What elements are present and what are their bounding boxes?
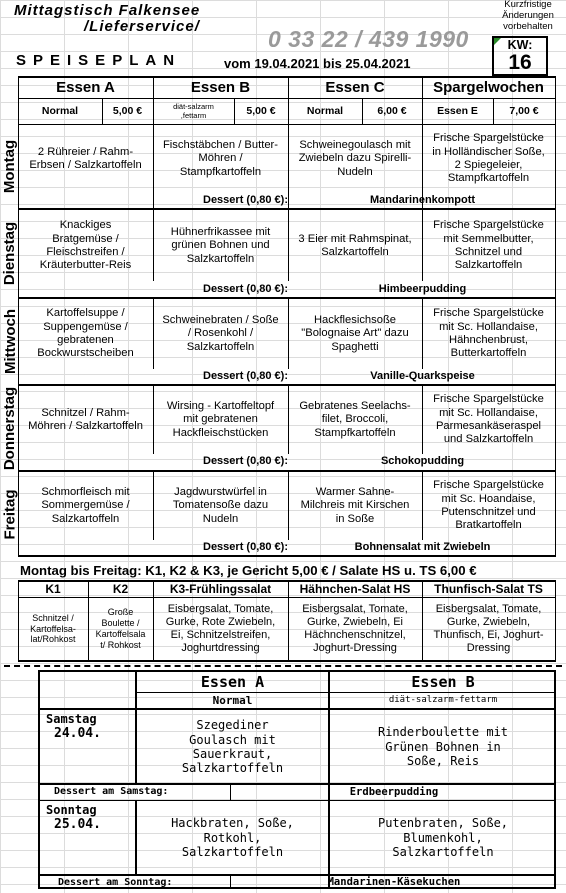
- day-label-montag: Montag: [1, 139, 19, 193]
- salad-desc-k2: Große Boulette / Kartoffelsala t/ Rohkost: [95, 607, 146, 650]
- price-c: 6,00 €: [377, 105, 407, 118]
- sub-label-c: Normal: [306, 105, 344, 118]
- sub-label-a: Normal: [41, 105, 79, 118]
- salad-name-k1: K1: [45, 582, 61, 597]
- changes-notice: Kurzfristige Änderungen vorbehalten: [502, 0, 554, 32]
- weekend-header-a: Essen A: [200, 673, 265, 691]
- column-header-b: Essen B: [190, 78, 251, 96]
- dish-dienstag-c: 3 Eier mit Rahmspinat, Salzkartoffeln: [298, 232, 412, 258]
- dish-mittwoch-b: Schweinebraten / Soße / Rosenkohl / Salzkartoffeln: [162, 313, 279, 353]
- column-header-spargel: Spargelwochen: [433, 78, 544, 96]
- dish-mittwoch-a: Kartoffelsuppe / Suppengemüse / gebratenen Bockwurstscheiben: [37, 307, 134, 360]
- dessert-mittwoch: Vanille-Quarkspeise: [370, 370, 475, 382]
- dish-donnerstag-spargel: Frische Spargelstücke mit Sc. Hollandaise, Parmesankäseraspel und Salzkartoffeln: [433, 393, 544, 446]
- weekend-header-b: Essen B: [411, 673, 475, 691]
- price-b: 5,00 €: [246, 105, 276, 118]
- kw-value: 16: [508, 51, 532, 74]
- weekend-dessert-label-samstag: Dessert am Samstag:: [54, 786, 169, 797]
- day-label-freitag: Freitag: [1, 488, 19, 540]
- dish-dienstag-a: Knackiges Bratgemüse / Fleischstreifen / Kräuterbutter-Reis: [39, 219, 132, 272]
- weekend-dish-samstag-a: Szegediner Goulasch mit Sauerkraut, Salzkartoffeln: [181, 718, 284, 776]
- day-label-mittwoch: Mittwoch: [1, 308, 19, 374]
- dessert-dienstag: Himbeerpudding: [378, 283, 467, 295]
- salad-name-k3: K3-Frühlingssalat: [169, 582, 272, 597]
- salad-desc-k3: Eisbergsalat, Tomate, Gurke, Rote Zwiebeln, Ei, Schnitzelstreifen, Joghurtdressing: [165, 602, 276, 655]
- dessert-label-montag: Dessert (0,80 €):: [203, 194, 288, 206]
- weekend-dish-sonntag-b: Putenbraten, Soße, Blumenkohl, Salzkartoffeln: [377, 816, 509, 860]
- salad-desc-hs: Eisbergsalat, Tomate, Gurke, Zwiebeln, Ei Hächnchenschnitzel, Joghurt-Dressing: [302, 602, 408, 655]
- weekend-day-samstag: Samstag: [46, 712, 97, 726]
- dish-freitag-a: Schmorfleisch mit Sommergemüse / Salzkartoffeln: [41, 485, 130, 525]
- corner-marker-icon: [494, 38, 501, 45]
- kw-label: KW:: [507, 38, 533, 52]
- dish-freitag-b: Jagdwurstwürfel in Tomatensoße dazu Nudeln: [172, 485, 269, 525]
- day-label-dienstag: Dienstag: [1, 221, 19, 285]
- weekend-dessert-samstag: Erdbeerpudding: [349, 785, 439, 798]
- dish-montag-spargel: Frische Spargelstücke in Holländischer Soße, 2 Spiegeleier, Stampfkartoffeln: [432, 132, 545, 185]
- dish-montag-c: Schweinegoulasch mit Zwiebeln dazu Spirelli- Nudeln: [298, 138, 412, 178]
- section-divider: [4, 665, 562, 667]
- dessert-montag: Mandarinenkompott: [369, 194, 476, 206]
- day-label-donnerstag: Donnerstag: [1, 386, 19, 470]
- dessert-label-donnerstag: Dessert (0,80 €):: [203, 455, 288, 467]
- weekend-sub-a: Normal: [212, 693, 253, 707]
- column-header-c: Essen C: [325, 78, 385, 96]
- column-header-a: Essen A: [56, 78, 115, 96]
- price-a: 5,00 €: [112, 105, 143, 118]
- kw-box: [492, 36, 548, 76]
- dish-mittwoch-c: Hackflesichsoße "Bolognaise Art" dazu Spaghetti: [301, 313, 409, 353]
- dessert-freitag: Bohnensalat mit Zwiebeln: [354, 541, 491, 553]
- service-subtitle: /Lieferservice/: [84, 18, 200, 35]
- salad-desc-k1: Schnitzel / Kartoffelsa- lat/Rohkost: [30, 612, 76, 645]
- weekend-day-sonntag: Sonntag: [46, 803, 97, 817]
- weekend-dessert-sonntag: Mandarinen-Käsekuchen: [327, 876, 461, 889]
- dish-donnerstag-b: Wirsing - Kartoffeltopf mit gebratenen Hackfleischstücken: [166, 399, 275, 439]
- salad-desc-ts: Eisbergsalat, Tomate, Gurke, Zwiebeln, Thunfisch, Ei, Joghurt- Dressing: [433, 602, 544, 655]
- dish-montag-a: 2 Rühreier / Rahm- Erbsen / Salzkartoffeln: [29, 145, 142, 171]
- dish-montag-b: Fischstäbchen / Butter- Möhren / Stampfkartoffeln: [162, 138, 279, 178]
- dessert-label-freitag: Dessert (0,80 €):: [203, 541, 288, 553]
- dessert-donnerstag: Schokopudding: [380, 455, 465, 467]
- sub-label-spargel: Essen E: [437, 105, 478, 118]
- weekend-sub-b: diät-salzarm-fettarm: [388, 695, 498, 706]
- dish-dienstag-spargel: Frische Spargelstücke mit Semmelbutter, Schnitzel und Salzkartoffeln: [433, 219, 544, 272]
- phone-number: 0 33 22 / 439 1990: [268, 26, 469, 52]
- dessert-label-dienstag: Dessert (0,80 €):: [203, 283, 288, 295]
- weekend-date-sonntag: 25.04.: [54, 817, 101, 832]
- weekend-dish-sonntag-a: Hackbraten, Soße, Rotkohl, Salzkartoffeln: [171, 816, 294, 860]
- plan-label: SPEISEPLAN: [16, 52, 182, 69]
- weekend-dish-samstag-b: Rinderboulette mit Grünen Bohnen in Soße, Reis: [377, 725, 509, 769]
- dessert-label-mittwoch: Dessert (0,80 €):: [203, 370, 288, 382]
- salad-name-ts: Thunfisch-Salat TS: [434, 582, 543, 597]
- dish-donnerstag-c: Gebratenes Seelachs- filet, Broccoli, Stampfkartoffeln: [299, 399, 411, 439]
- salad-name-k2: K2: [112, 582, 129, 597]
- dish-dienstag-b: Hühnerfrikassee mit grünen Bohnen und Salzkartoffeln: [170, 225, 271, 265]
- dish-freitag-spargel: Frische Spargelstücke mit Sc. Hoandaise, Putenschnitzel und Bratkartoffeln: [433, 479, 544, 532]
- price-spargel: 7,00 €: [509, 105, 539, 118]
- sub-label-b: diät-salzarm ,fettarm: [173, 102, 214, 120]
- restaurant-title: Mittagstisch Falkensee: [14, 2, 201, 19]
- dish-donnerstag-a: Schnitzel / Rahm- Möhren / Salzkartoffeln: [28, 406, 143, 432]
- salads-title: Montag bis Freitag: K1, K2 & K3, je Gericht 5,00 € / Salate HS u. TS 6,00 €: [20, 563, 477, 578]
- date-range: vom 19.04.2021 bis 25.04.2021: [224, 56, 411, 71]
- weekend-date-samstag: 24.04.: [54, 726, 101, 741]
- weekend-dessert-label-sonntag: Dessert am Sonntag:: [58, 877, 173, 888]
- salad-name-hs: Hähnchen-Salat HS: [299, 582, 411, 597]
- dish-mittwoch-spargel: Frische Spargelstücke mit Sc. Hollandaise, Hähnchenbrust, Butterkartoffeln: [433, 307, 544, 360]
- dish-freitag-c: Warmer Sahne- Milchreis mit Kirschen in Soße: [300, 485, 410, 525]
